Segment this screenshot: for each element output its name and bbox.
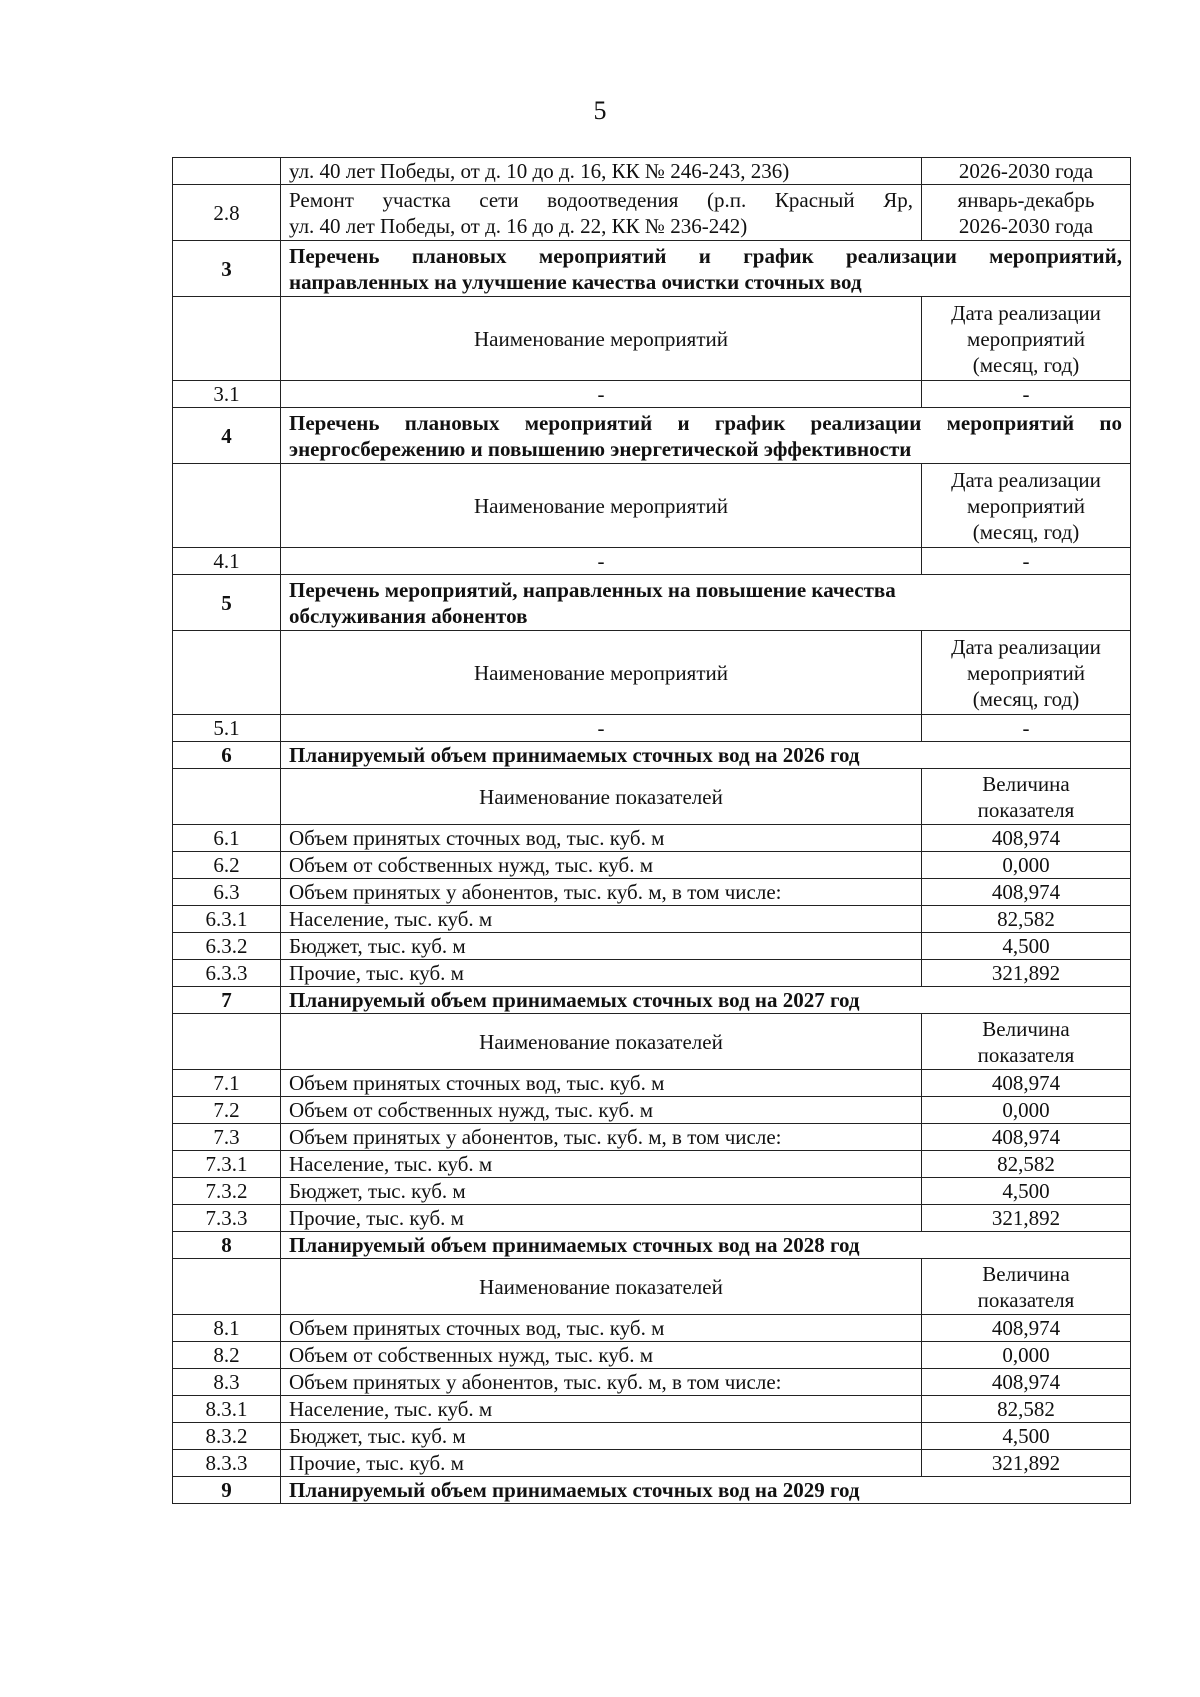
section-row (173, 1232, 1131, 1259)
row-value: 82,582 (922, 906, 1131, 933)
row-number: 7.3.1 (173, 1151, 281, 1178)
row-name: Объем от собственных нужд, тыс. куб. м (281, 1342, 922, 1369)
section-number: 6 (173, 742, 281, 769)
row-value: 4,500 (922, 933, 1131, 960)
row-value: 82,582 (922, 1151, 1131, 1178)
table-row (173, 906, 1131, 933)
row-value: 4,500 (922, 1423, 1131, 1450)
section-title-line: обслуживания абонентов (289, 603, 528, 628)
header-number-cell (173, 297, 281, 381)
row-number: 6.1 (173, 825, 281, 852)
header-value-line: показателя (977, 797, 1075, 822)
section-number: 9 (173, 1477, 281, 1504)
header-value-line: мероприятий (967, 660, 1085, 685)
row-name: - (281, 548, 922, 575)
row-name-line: ул. 40 лет Победы, от д. 16 до д. 22, КК № 236-242) (289, 213, 748, 238)
table-row (173, 1423, 1131, 1450)
row-name: Объем принятых у абонентов, тыс. куб. м, в том числе: (281, 1124, 922, 1151)
row-name: Бюджет, тыс. куб. м (281, 1423, 922, 1450)
row-value: - (922, 715, 1131, 742)
row-number: 6.3.3 (173, 960, 281, 987)
header-name: Наименование показателей (281, 1259, 922, 1315)
row-name: Прочие, тыс. куб. м (281, 1450, 922, 1477)
header-value-line: Дата реализации (951, 300, 1101, 325)
header-value (922, 297, 1131, 381)
header-value-line: Дата реализации (951, 467, 1101, 492)
header-name: Наименование показателей (281, 1014, 922, 1070)
section-title-line: энергосбережению и повышению энергетической эффективности (289, 436, 912, 461)
header-row (173, 464, 1131, 548)
row-number: 8.3.2 (173, 1423, 281, 1450)
row-number: 6.2 (173, 852, 281, 879)
row-number: 8.3.3 (173, 1450, 281, 1477)
table-row (173, 933, 1131, 960)
header-number-cell (173, 464, 281, 548)
section-title: Планируемый объем принимаемых сточных вод на 2026 год (281, 742, 1131, 769)
row-name: Прочие, тыс. куб. м (281, 960, 922, 987)
section-row (173, 575, 1131, 631)
header-name: Наименование мероприятий (281, 464, 922, 548)
header-value-line: Величина (982, 771, 1070, 796)
row-value: 2026-2030 года (922, 158, 1131, 185)
row-number (173, 158, 281, 185)
row-name (281, 185, 922, 241)
header-value-line: мероприятий (967, 493, 1085, 518)
row-number: 5.1 (173, 715, 281, 742)
row-name: Объем принятых сточных вод, тыс. куб. м (281, 1070, 922, 1097)
row-name: Объем принятых у абонентов, тыс. куб. м, в том числе: (281, 1369, 922, 1396)
row-name: Население, тыс. куб. м (281, 906, 922, 933)
header-row (173, 1259, 1131, 1315)
header-name: Наименование мероприятий (281, 631, 922, 715)
row-value: 408,974 (922, 1315, 1131, 1342)
header-value-line: показателя (977, 1042, 1075, 1067)
row-number: 7.3.3 (173, 1205, 281, 1232)
header-name: Наименование мероприятий (281, 297, 922, 381)
header-value (922, 631, 1131, 715)
row-number: 8.2 (173, 1342, 281, 1369)
row-value: 4,500 (922, 1178, 1131, 1205)
section-title (281, 241, 1131, 297)
section-title-line: Перечень мероприятий, направленных на повышение качества (289, 577, 896, 602)
section-title: Планируемый объем принимаемых сточных вод на 2029 год (281, 1477, 1131, 1504)
row-number: 3.1 (173, 381, 281, 408)
header-value-line: (месяц, год) (972, 519, 1080, 544)
table-row (173, 1097, 1131, 1124)
header-value-line: Величина (982, 1016, 1070, 1041)
row-name: Население, тыс. куб. м (281, 1151, 922, 1178)
row-value: - (922, 548, 1131, 575)
row-name: ул. 40 лет Победы, от д. 10 до д. 16, КК № 246-243, 236) (281, 158, 922, 185)
section-number: 5 (173, 575, 281, 631)
table-row (173, 1205, 1131, 1232)
row-name: Объем от собственных нужд, тыс. куб. м (281, 852, 922, 879)
table-row (173, 1151, 1131, 1178)
row-number: 6.3 (173, 879, 281, 906)
row-number: 7.3 (173, 1124, 281, 1151)
header-name: Наименование показателей (281, 769, 922, 825)
table-row (173, 1178, 1131, 1205)
table-row (173, 381, 1131, 408)
table-row (173, 1124, 1131, 1151)
section-title-line: Перечень плановых мероприятий и график реализации мероприятий по (289, 410, 1122, 435)
row-value: 408,974 (922, 1369, 1131, 1396)
row-number: 6.3.2 (173, 933, 281, 960)
row-name: Прочие, тыс. куб. м (281, 1205, 922, 1232)
header-value-line: мероприятий (967, 326, 1085, 351)
section-number: 3 (173, 241, 281, 297)
table-row (173, 1450, 1131, 1477)
row-value: 408,974 (922, 825, 1131, 852)
row-value-line: 2026-2030 года (958, 213, 1094, 238)
row-number: 8.3 (173, 1369, 281, 1396)
header-number-cell (173, 1014, 281, 1070)
header-value (922, 1259, 1131, 1315)
section-title: Планируемый объем принимаемых сточных вод на 2028 год (281, 1232, 1131, 1259)
table-row (173, 1369, 1131, 1396)
header-number-cell (173, 769, 281, 825)
row-name: Объем от собственных нужд, тыс. куб. м (281, 1097, 922, 1124)
row-number: 6.3.1 (173, 906, 281, 933)
table-row (173, 548, 1131, 575)
table-row (173, 715, 1131, 742)
section-number: 4 (173, 408, 281, 464)
header-row (173, 631, 1131, 715)
header-number-cell (173, 631, 281, 715)
section-title: Планируемый объем принимаемых сточных вод на 2027 год (281, 987, 1131, 1014)
table-row (173, 158, 1131, 185)
section-number: 7 (173, 987, 281, 1014)
table-row (173, 1070, 1131, 1097)
section-number: 8 (173, 1232, 281, 1259)
header-value (922, 464, 1131, 548)
table-row (173, 1315, 1131, 1342)
row-name: - (281, 381, 922, 408)
row-number: 2.8 (173, 185, 281, 241)
header-row (173, 1014, 1131, 1070)
row-name: Объем принятых у абонентов, тыс. куб. м, в том числе: (281, 879, 922, 906)
section-row (173, 987, 1131, 1014)
section-title (281, 408, 1131, 464)
row-name: - (281, 715, 922, 742)
row-value: 408,974 (922, 1124, 1131, 1151)
table-row (173, 825, 1131, 852)
row-value: 321,892 (922, 960, 1131, 987)
row-name-line: Ремонт участка сети водоотведения (р.п. Красный Яр, (289, 187, 913, 212)
row-value: 408,974 (922, 1070, 1131, 1097)
header-value-line: Величина (982, 1261, 1070, 1286)
section-title (281, 575, 1131, 631)
row-value: - (922, 381, 1131, 408)
plan-table (172, 157, 1131, 1504)
row-number: 7.1 (173, 1070, 281, 1097)
row-name: Объем принятых сточных вод, тыс. куб. м (281, 825, 922, 852)
header-row (173, 769, 1131, 825)
table-row (173, 960, 1131, 987)
row-number: 8.3.1 (173, 1396, 281, 1423)
row-value-line: январь-декабрь (957, 187, 1095, 212)
header-number-cell (173, 1259, 281, 1315)
row-name: Бюджет, тыс. куб. м (281, 933, 922, 960)
table-row (173, 852, 1131, 879)
row-number: 4.1 (173, 548, 281, 575)
row-value: 321,892 (922, 1205, 1131, 1232)
row-number: 7.2 (173, 1097, 281, 1124)
row-value: 0,000 (922, 852, 1131, 879)
header-value-line: (месяц, год) (972, 686, 1080, 711)
header-value-line: (месяц, год) (972, 352, 1080, 377)
section-row (173, 742, 1131, 769)
table-row (173, 185, 1131, 241)
header-row (173, 297, 1131, 381)
header-value-line: Дата реализации (951, 634, 1101, 659)
row-value: 321,892 (922, 1450, 1131, 1477)
section-row (173, 241, 1131, 297)
table-row (173, 1396, 1131, 1423)
table-row (173, 1342, 1131, 1369)
row-value: 0,000 (922, 1342, 1131, 1369)
row-value: 408,974 (922, 879, 1131, 906)
header-value-line: показателя (977, 1287, 1075, 1312)
table-row (173, 879, 1131, 906)
row-value: 0,000 (922, 1097, 1131, 1124)
row-value: 82,582 (922, 1396, 1131, 1423)
section-title-line: направленных на улучшение качества очистки сточных вод (289, 269, 862, 294)
row-number: 7.3.2 (173, 1178, 281, 1205)
row-name: Население, тыс. куб. м (281, 1396, 922, 1423)
header-value (922, 1014, 1131, 1070)
header-value (922, 769, 1131, 825)
row-name: Бюджет, тыс. куб. м (281, 1178, 922, 1205)
page-number: 5 (593, 96, 607, 125)
section-row (173, 1477, 1131, 1504)
section-row (173, 408, 1131, 464)
section-title-line: Перечень плановых мероприятий и график реализации мероприятий, (289, 243, 1122, 268)
row-value (922, 185, 1131, 241)
row-name: Объем принятых сточных вод, тыс. куб. м (281, 1315, 922, 1342)
row-number: 8.1 (173, 1315, 281, 1342)
